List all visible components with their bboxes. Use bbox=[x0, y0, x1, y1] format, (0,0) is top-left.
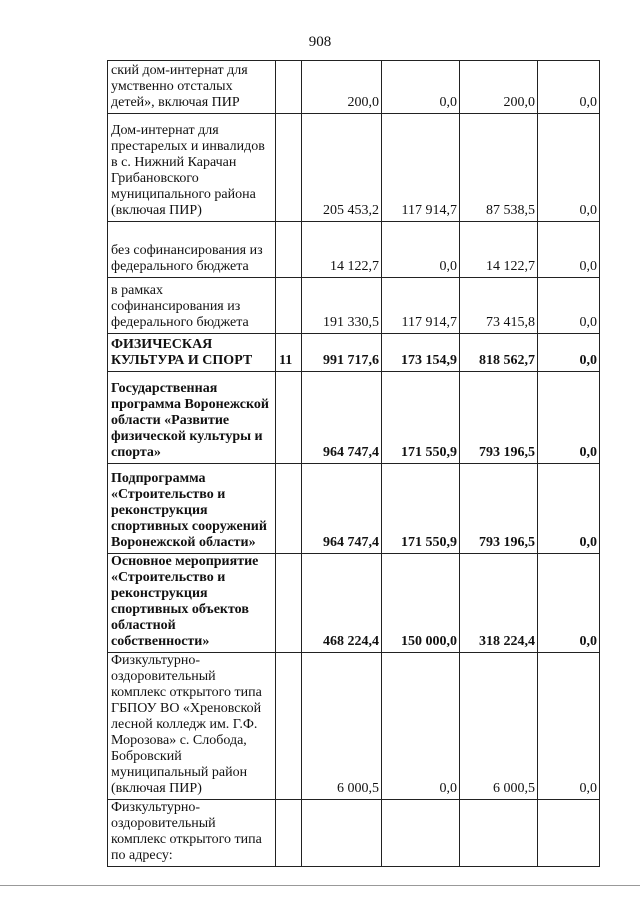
row-code bbox=[276, 464, 302, 554]
row-name: Государственная программа Воронежской области «Развитие физической культуры и спорта» bbox=[108, 372, 276, 464]
row-local: 0,0 bbox=[538, 554, 600, 653]
row-local: 0,0 bbox=[538, 334, 600, 372]
row-federal bbox=[382, 800, 460, 867]
table-row bbox=[108, 464, 600, 554]
row-code bbox=[276, 554, 302, 653]
row-federal: 0,0 bbox=[382, 61, 460, 114]
row-local bbox=[538, 800, 600, 867]
table-row bbox=[108, 334, 600, 372]
row-name: Физкультурно-оздоровительный комплекс открытого типа по адресу: bbox=[108, 800, 276, 867]
row-regional: 818 562,7 bbox=[460, 334, 538, 372]
row-local: 0,0 bbox=[538, 278, 600, 334]
row-local: 0,0 bbox=[538, 372, 600, 464]
row-regional: 87 538,5 bbox=[460, 114, 538, 222]
table-row bbox=[108, 61, 600, 114]
row-local: 0,0 bbox=[538, 114, 600, 222]
page-bottom-divider bbox=[0, 885, 640, 886]
row-regional: 793 196,5 bbox=[460, 464, 538, 554]
row-total: 14 122,7 bbox=[302, 222, 382, 278]
row-name: Подпрограмма «Строительство и реконструкция спортивных сооружений Воронежской области» bbox=[108, 464, 276, 554]
table-row bbox=[108, 278, 600, 334]
table-row bbox=[108, 222, 600, 278]
row-total: 191 330,5 bbox=[302, 278, 382, 334]
row-total: 964 747,4 bbox=[302, 464, 382, 554]
row-total bbox=[302, 800, 382, 867]
row-federal: 173 154,9 bbox=[382, 334, 460, 372]
row-federal: 150 000,0 bbox=[382, 554, 460, 653]
row-federal: 117 914,7 bbox=[382, 278, 460, 334]
row-name: без софинансирования из федерального бюджета bbox=[108, 222, 276, 278]
row-regional: 6 000,5 bbox=[460, 653, 538, 800]
row-regional: 200,0 bbox=[460, 61, 538, 114]
table-row bbox=[108, 114, 600, 222]
row-federal: 171 550,9 bbox=[382, 464, 460, 554]
row-total: 991 717,6 bbox=[302, 334, 382, 372]
row-federal: 0,0 bbox=[382, 222, 460, 278]
row-code bbox=[276, 61, 302, 114]
table-row bbox=[108, 653, 600, 800]
row-code bbox=[276, 800, 302, 867]
row-local: 0,0 bbox=[538, 653, 600, 800]
row-local: 0,0 bbox=[538, 464, 600, 554]
row-federal: 171 550,9 bbox=[382, 372, 460, 464]
row-regional bbox=[460, 800, 538, 867]
row-code bbox=[276, 278, 302, 334]
row-code bbox=[276, 653, 302, 800]
row-name: Основное мероприятие «Строительство и реконструкция спортивных объектов областной собственности» bbox=[108, 554, 276, 653]
row-local: 0,0 bbox=[538, 61, 600, 114]
row-regional: 14 122,7 bbox=[460, 222, 538, 278]
row-regional: 73 415,8 bbox=[460, 278, 538, 334]
row-code bbox=[276, 114, 302, 222]
row-local: 0,0 bbox=[538, 222, 600, 278]
row-regional: 793 196,5 bbox=[460, 372, 538, 464]
table-row bbox=[108, 554, 600, 653]
row-code: 11 bbox=[276, 334, 302, 372]
table-row bbox=[108, 372, 600, 464]
row-name: ФИЗИЧЕСКАЯ КУЛЬТУРА И СПОРТ bbox=[108, 334, 276, 372]
row-total: 468 224,4 bbox=[302, 554, 382, 653]
row-total: 200,0 bbox=[302, 61, 382, 114]
page-number: 908 bbox=[308, 34, 332, 50]
row-name: ский дом-интернат для умственно отсталых детей», включая ПИР bbox=[108, 61, 276, 114]
row-name: Физкультурно-оздоровительный комплекс открытого типа ГБПОУ ВО «Хреновской лесной колледж им. Г.Ф. Морозова» с. Слобода, Бобровский муниципальный район (включая ПИР) bbox=[108, 653, 276, 800]
row-name: в рамках софинансирования из федерального бюджета bbox=[108, 278, 276, 334]
row-regional: 318 224,4 bbox=[460, 554, 538, 653]
row-federal: 117 914,7 bbox=[382, 114, 460, 222]
row-code bbox=[276, 372, 302, 464]
table-row bbox=[108, 800, 600, 867]
row-federal: 0,0 bbox=[382, 653, 460, 800]
row-total: 205 453,2 bbox=[302, 114, 382, 222]
row-total: 964 747,4 bbox=[302, 372, 382, 464]
row-name: Дом-интернат для престарелых и инвалидов в с. Нижний Карачан Грибановского муниципального района (включая ПИР) bbox=[108, 114, 276, 222]
row-code bbox=[276, 222, 302, 278]
row-total: 6 000,5 bbox=[302, 653, 382, 800]
budget-table bbox=[107, 60, 600, 867]
